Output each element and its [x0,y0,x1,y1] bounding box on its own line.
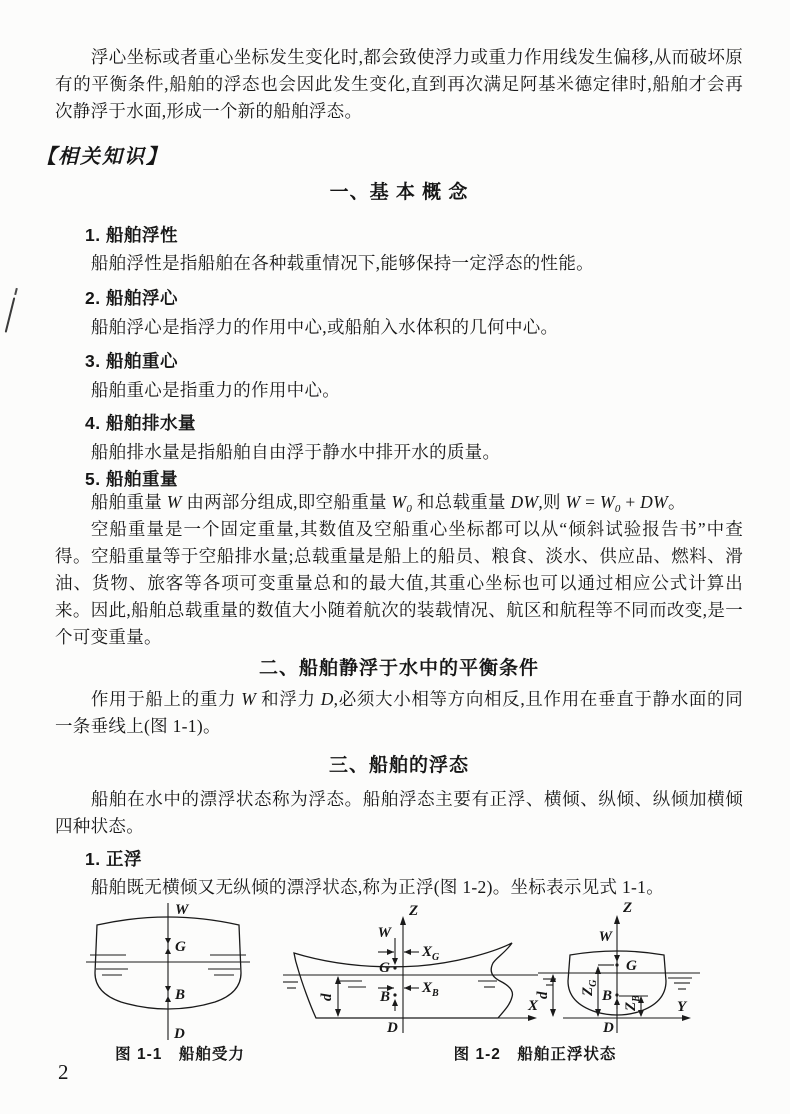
center-of-buoyancy-definition: 船舶浮心是指浮力的作用中心,或船舶入水体积的几何中心。 [90,317,559,337]
fig2a-z-axis-arrow [400,916,406,925]
fig2a-label-B: B [379,989,390,1005]
subheading-ship-weight: 5. 船舶重量 [85,469,178,489]
fig2a-label-Z: Z [409,903,419,919]
fig2a-buoyancy-force-arrow [392,993,398,1011]
fig2-section-view [535,900,700,1036]
fig2b-label-W: W [598,929,612,945]
fig2b-gravity-point [615,963,618,966]
fig2a-label-X: X [528,998,539,1014]
fig2b-z-axis-arrow [614,915,620,924]
fig1-label-B: B [175,987,186,1003]
page-number: 2 [58,1060,69,1084]
ship-buoyancy-definition: 船舶浮性是指船舶在各种载重情况下,能够保持一定浮态的性能。 [90,253,594,273]
pen-mark-dot [14,288,18,295]
heading-floating-states: 三、船舶的浮态 [328,755,469,776]
figure-strip [0,893,790,1073]
center-of-gravity-definition: 船舶重心是指重力的作用中心。 [90,380,341,400]
ship-weight-formula: 船舶重量 W 由两部分组成,即空船重量 $W_0$ 和总载重量 DW,则 $W = W_0$ + DW。 [90,492,686,515]
fig2a-label-G: G [379,960,390,976]
subheading-center-of-gravity: 3. 船舶重心 [85,351,178,371]
fig2b-label-Z: Z [623,900,633,916]
fig2b-label-ZB: $Z_B$ [623,995,642,1011]
subheading-center-of-buoyancy: 2. 船舶浮心 [85,288,178,308]
fig2b-label-Y: Y [677,999,687,1015]
intro-paragraph: 浮心坐标或者重心坐标发生变化时,都会致使浮力或重力作用线发生偏移,从而破坏原有的平衡条件,船舶的浮态也会因此发生变化,直到再次满足阿基米德定律时,船舶才会再次静浮于水面,形成一个新的船舶浮态。 [55,47,743,121]
fig2b-label-d: d [535,991,551,999]
fig2b-label-B: B [601,988,612,1004]
fig1-caption: 图 1-1 船舶受力 [115,1046,245,1063]
fig2a-label-XG: $X_G$ [422,944,440,963]
heading-equilibrium: 二、船舶静浮于水中的平衡条件 [258,658,539,679]
fig2a-label-d: d [319,993,335,1001]
fig2a-label-XB: $X_B$ [422,980,439,999]
fig2b-y-axis-arrow [682,1015,691,1021]
fig2b-weight-arrow [614,955,620,962]
pen-mark [5,297,16,332]
fig2a-xg-dimension [378,949,419,955]
subheading-upright-floating: 1. 正浮 [85,849,142,869]
floating-states-paragraph: 船舶在水中的漂浮状态称为浮态。船舶浮态主要有正浮、横倾、纵倾、纵倾加横倾四种状态。 [55,789,743,836]
fig2a-x-axis-arrow [528,1015,537,1021]
fig2-profile-view [283,903,539,1036]
upright-floating-paragraph: 船舶既无横倾又无纵倾的漂浮状态,称为正浮(图 1-2)。坐标表示见式 1-1。 [90,877,665,897]
fig1-label-D: D [174,1026,185,1042]
subheading-displacement: 4. 船舶排水量 [85,413,196,433]
fig2a-label-W: W [377,925,391,941]
subheading-ship-buoyancy: 1. 船舶浮性 [85,225,178,245]
fig2a-label-D: D [387,1020,398,1036]
equilibrium-paragraph: 作用于船上的重力 W 和浮力 D,必须大小相等方向相反,且作用在垂直于静水面的同一条垂线上(图 1-1)。 [55,689,743,736]
fig2b-label-ZG: $Z_G$ [580,979,599,996]
ship-weight-detail-paragraph: 空船重量是一个固定重量,其数值及空船重心坐标都可以从“倾斜试验报告书”中查得。空船重量等于空船排水量;总载重量是船上的船员、粮食、淡水、供应品、燃料、滑油、货物、旅客等各项可变重量总和的最大值,其重心坐标也可以通过相应公式计算出来。因此,船舶总载重量的数值大小随着航次的装载情况、航区和航程等不同而改变,是一个可变重量。 [55,519,743,647]
heading-basic-concepts: 一、基 本 概 念 [329,182,469,203]
fig1-ship-forces [86,902,250,1042]
related-knowledge-heading: 【相关知识】 [36,146,168,168]
fig1-label-W: W [175,902,189,918]
fig2a-weight-force-arrow [392,938,398,970]
fig2b-label-G: G [626,958,637,974]
fig2b-label-D: D [603,1020,614,1036]
fig1-label-G: G [175,939,186,955]
displacement-definition: 船舶排水量是指船舶自由浮于静水中排开水的质量。 [90,442,501,462]
fig2-caption: 图 1-2 船舶正浮状态 [453,1046,617,1063]
fig2a-draft-dimension [335,976,341,1017]
